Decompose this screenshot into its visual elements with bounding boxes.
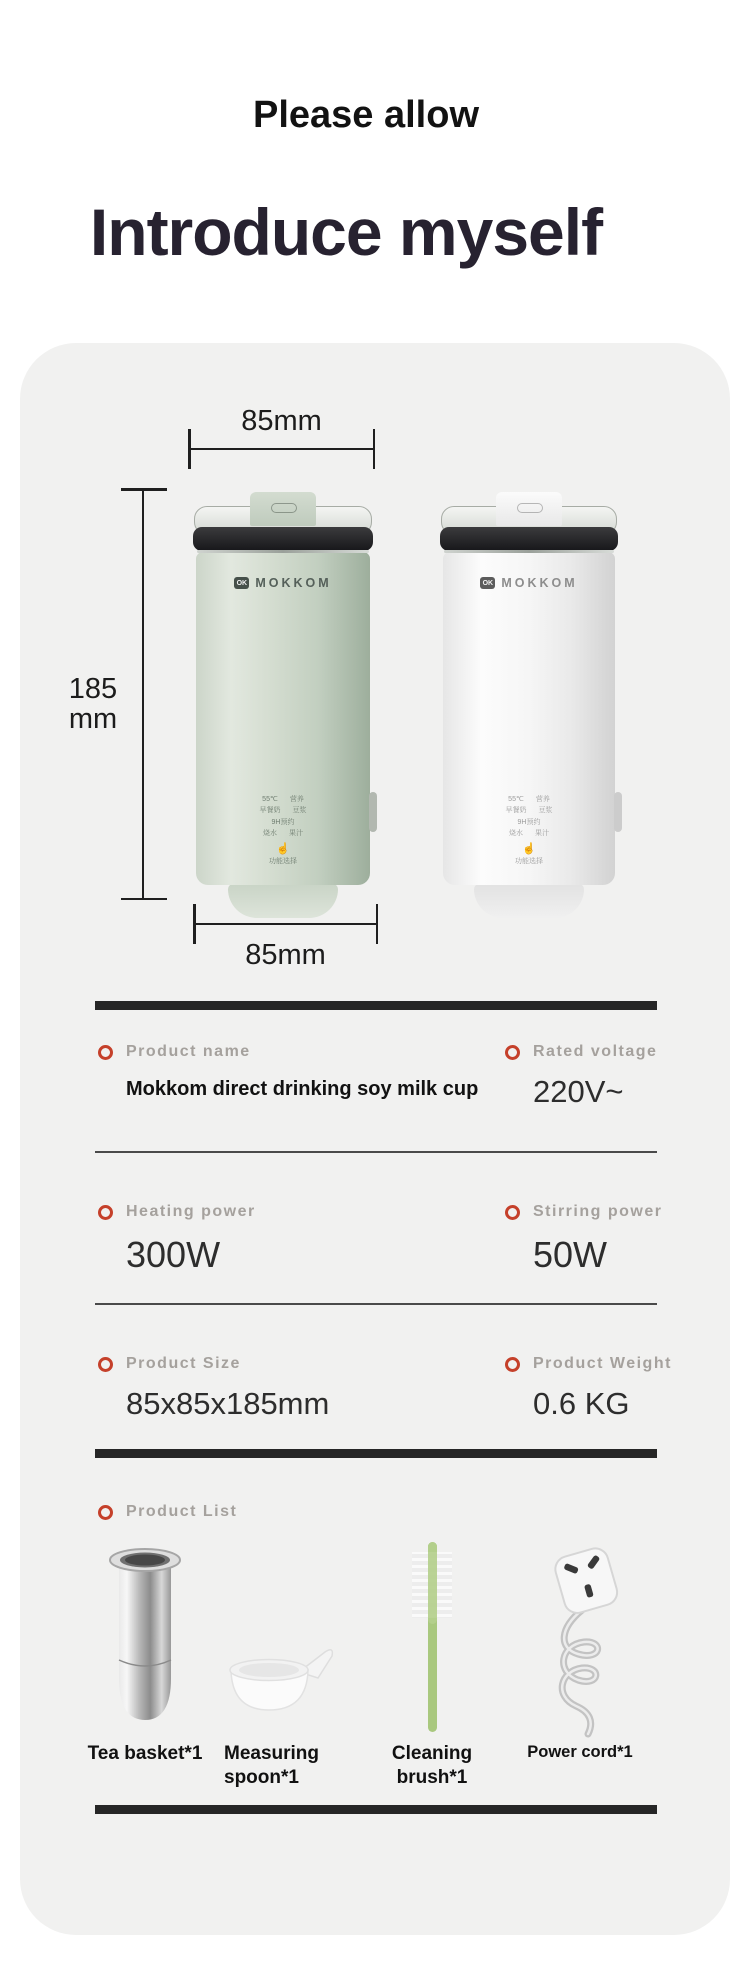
dim-top-width-line [188, 448, 375, 450]
item-label: Cleaning brush*1 [391, 1743, 473, 1788]
spec-label: Stirring power [533, 1203, 663, 1220]
panel-row [272, 819, 295, 827]
ring-bullet-icon [98, 1357, 113, 1372]
control-panel [440, 796, 618, 866]
page-title: Introduce myself [89, 195, 603, 269]
divider-bar-top [95, 1001, 657, 1010]
cap-slot [517, 503, 543, 513]
panel-mode: 果汁 [535, 830, 549, 838]
panel-mode: 豆浆 [292, 807, 307, 815]
panel-row [508, 796, 550, 804]
ring-bullet-icon [98, 1505, 113, 1520]
ring-bullet-icon [505, 1205, 520, 1220]
dim-height-value: 185 [68, 673, 118, 705]
spec-value: Mokkom direct drinking soy milk cup [126, 1078, 479, 1100]
spec-value: 85x85x185mm [126, 1386, 330, 1421]
panel-mode: 55℃ [262, 796, 278, 803]
tea-basket-image [103, 1542, 187, 1738]
divider-thin [95, 1151, 657, 1153]
list-item-tea-basket [75, 1538, 215, 1766]
soy-milk-cup-white [440, 494, 618, 924]
touch-hand-icon: ☝ [522, 842, 536, 855]
list-item-cleaning-brush [367, 1538, 497, 1790]
header-eyebrow: Please allow [252, 94, 479, 136]
panel-row [262, 796, 304, 804]
control-panel [193, 796, 373, 866]
power-cord-image [530, 1544, 630, 1738]
spec-product-name [98, 1043, 478, 1101]
list-item-measuring-spoon [215, 1538, 345, 1790]
spec-heating-power [98, 1203, 256, 1276]
divider-thin [95, 1303, 657, 1305]
ring-bullet-icon [98, 1205, 113, 1220]
item-image-box [103, 1538, 187, 1738]
brand-row [440, 576, 618, 590]
panel-mode: 果汁 [289, 830, 303, 838]
panel-row [260, 807, 307, 815]
ring-bullet-icon [98, 1045, 113, 1060]
cleaning-brush-image [403, 1540, 461, 1738]
cup-silver-ring [197, 550, 369, 553]
spec-value: 300W [126, 1234, 221, 1275]
brand-name: MOKKOM [501, 576, 578, 590]
mokkom-logo-icon: OK [480, 577, 495, 589]
cup-base [228, 884, 338, 918]
panel-mode: 烧水 [263, 830, 277, 838]
spec-product-weight [505, 1355, 672, 1422]
panel-mode: 烧水 [509, 830, 523, 838]
cup-silver-ring [444, 550, 614, 553]
spec-value: 0.6 KG [533, 1386, 630, 1421]
cap-slot [271, 503, 297, 513]
item-image-box [403, 1538, 461, 1738]
cup-lid-ring [193, 527, 373, 551]
panel-row [263, 830, 303, 838]
spec-stirring-power [505, 1203, 662, 1276]
ring-bullet-icon [505, 1357, 520, 1372]
item-label: Power cord*1 [527, 1743, 633, 1761]
ring-bullet-icon [505, 1045, 520, 1060]
touch-hand-icon: ☝ [276, 842, 290, 855]
panel-mode: 9H预约 [271, 818, 295, 826]
spec-label: Product name [126, 1043, 251, 1060]
dim-height-label [48, 675, 138, 734]
product-card [20, 343, 730, 1935]
product-list-label: Product List [126, 1503, 238, 1520]
cup-top-cap [250, 492, 316, 526]
spec-value: 220V~ [533, 1074, 624, 1109]
spec-value: 50W [533, 1234, 608, 1275]
panel-row [518, 819, 541, 827]
panel-row [509, 830, 549, 838]
dim-height-unit: mm [68, 702, 118, 735]
item-image-box [530, 1538, 630, 1738]
item-image-box [219, 1538, 341, 1738]
panel-mode: 早餐奶 [259, 807, 281, 815]
panel-mode: 55℃ [508, 796, 524, 803]
spec-rated-voltage [505, 1043, 657, 1110]
cup-top-cap [496, 492, 562, 526]
mokkom-logo-icon: OK [234, 577, 249, 589]
divider-bar-bottom [95, 1805, 657, 1814]
cup-lid-ring [440, 527, 618, 551]
spec-label: Rated voltage [533, 1043, 658, 1060]
item-label: Tea basket*1 [87, 1743, 203, 1764]
dim-bottom-width-line [193, 923, 378, 925]
measuring-spoon-image [219, 1646, 341, 1738]
panel-mode: 9H预约 [517, 818, 541, 826]
spec-product-size [98, 1355, 329, 1422]
spec-label: Product Weight [533, 1355, 672, 1372]
divider-bar-middle [95, 1449, 657, 1458]
dim-height-line [142, 488, 144, 900]
dim-bottom-width-label: 85mm [245, 939, 326, 971]
brand-name: MOKKOM [255, 576, 332, 590]
spec-label: Heating power [126, 1203, 256, 1220]
panel-mode: 营养 [535, 796, 550, 803]
spec-label: Product Size [126, 1355, 241, 1372]
cup-base [474, 884, 584, 918]
panel-touch-label: 功能选择 [269, 857, 297, 865]
dim-top-width-label: 85mm [241, 405, 322, 437]
panel-mode: 早餐奶 [505, 807, 527, 815]
panel-mode: 豆浆 [538, 807, 553, 815]
list-item-power-cord [510, 1538, 650, 1763]
brand-row [193, 576, 373, 590]
soy-milk-cup-green [193, 494, 373, 924]
panel-touch-label: 功能选择 [515, 857, 543, 865]
panel-mode: 营养 [289, 796, 304, 803]
item-label: Measuring spoon*1 [224, 1743, 320, 1788]
panel-row [506, 807, 553, 815]
